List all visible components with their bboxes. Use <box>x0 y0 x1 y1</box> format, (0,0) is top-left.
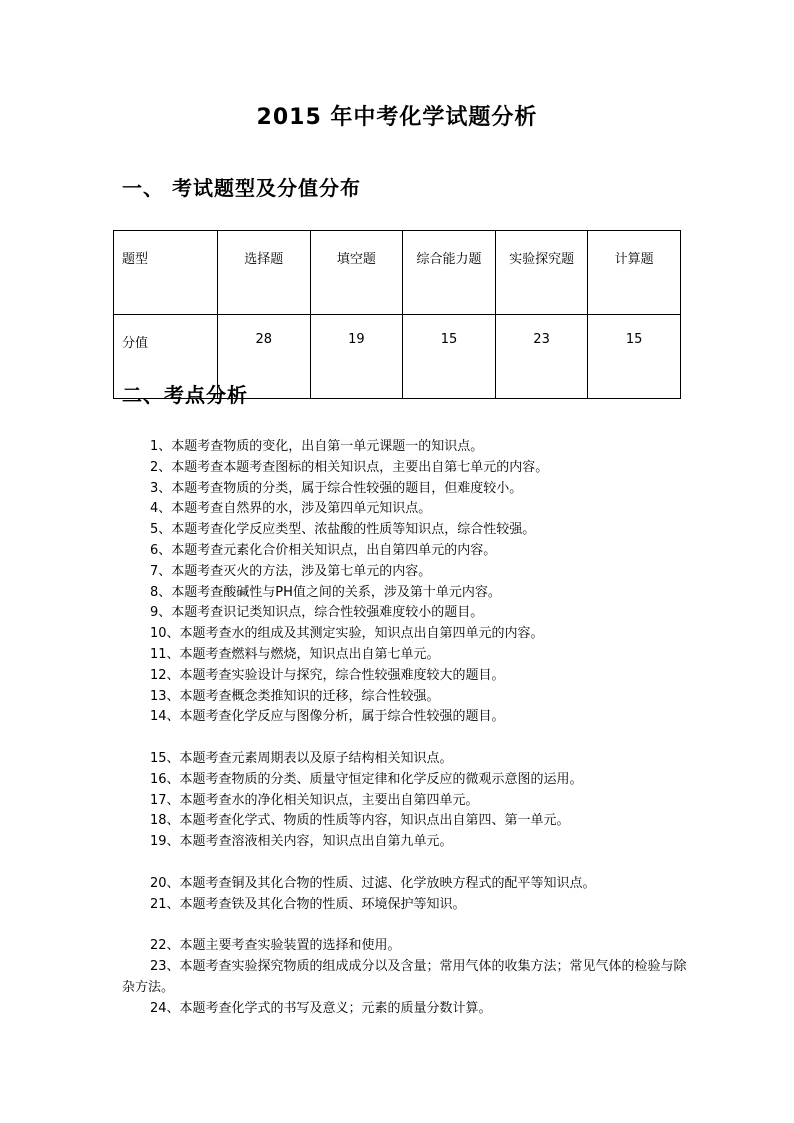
list-item: 4、本题考查自然界的水，涉及第四单元知识点。 <box>150 501 432 517</box>
list-item: 9、本题考查识记类知识点，综合性较强难度较小的题目。 <box>150 605 484 621</box>
section-heading-analysis: 二、考点分析 <box>122 383 248 407</box>
list-item: 16、本题考查物质的分类、质量守恒定律和化学反应的微观示意图的运用。 <box>150 771 583 787</box>
list-item: 3、本题考查物质的分类，属于综合性较强的题目，但难度较小。 <box>150 480 523 496</box>
score-cell: 28 <box>218 315 311 399</box>
list-item: 13、本题考查概念类推知识的迁移，综合性较强。 <box>150 688 440 704</box>
list-item: 23、本题考查实验探究物质的组成成分以及含量；常用气体的收集方法；常见气体的检验与除杂方法。 <box>122 958 687 995</box>
type-cell: 选择题 <box>218 231 311 315</box>
score-cell: 15 <box>403 315 496 399</box>
list-item: 19、本题考查溶液相关内容，知识点出自第九单元。 <box>150 834 453 850</box>
list-item: 14、本题考查化学反应与图像分析，属于综合性较强的题目。 <box>150 709 505 725</box>
list-item: 11、本题考查燃料与燃烧，知识点出自第七单元。 <box>150 646 440 662</box>
type-cell: 填空题 <box>310 231 403 315</box>
list-item: 24、本题考查化学式的书写及意义；元素的质量分数计算。 <box>150 1000 492 1016</box>
list-item: 6、本题考查元素化合价相关知识点，出自第四单元的内容。 <box>150 542 497 558</box>
list-item: 7、本题考查灭火的方法，涉及第七单元的内容。 <box>150 563 432 579</box>
list-item: 5、本题考查化学反应类型、浓盐酸的性质等知识点，综合性较强。 <box>150 522 536 538</box>
list-item: 8、本题考查酸碱性与PH值之间的关系，涉及第十单元内容。 <box>150 584 501 600</box>
list-item: 22、本题主要考查实验装置的选择和使用。 <box>150 938 401 954</box>
type-cell: 实验探究题 <box>495 231 588 315</box>
list-item: 1、本题考查物质的变化，出自第一单元课题一的知识点。 <box>150 439 484 454</box>
list-item: 21、本题考查铁及其化合物的性质、环境保护等知识。 <box>150 896 466 912</box>
section-heading-question-types: 一、 考试题型及分值分布 <box>122 176 361 200</box>
type-cell: 综合能力题 <box>403 231 496 315</box>
score-cell: 15 <box>588 315 681 399</box>
score-distribution-table <box>113 230 681 399</box>
type-cell: 计算题 <box>588 231 681 315</box>
page-title: 2015 年中考化学试题分析 <box>256 105 538 130</box>
list-item: 17、本题考查水的净化相关知识点，主要出自第四单元。 <box>150 792 479 808</box>
table-header-label: 题型 <box>114 231 218 315</box>
list-item: 10、本题考查水的组成及其测定实验，知识点出自第四单元的内容。 <box>150 626 544 642</box>
analysis-list <box>122 437 692 1019</box>
list-item: 18、本题考查化学式、物质的性质等内容，知识点出自第四、第一单元。 <box>150 813 570 829</box>
score-cell: 19 <box>310 315 403 399</box>
list-item: 2、本题考查本题考查图标的相关知识点，主要出自第七单元的内容。 <box>150 459 549 475</box>
score-cell: 23 <box>495 315 588 399</box>
score-label: 分值 <box>114 315 218 399</box>
list-item: 20、本题考查铜及其化合物的性质、过滤、化学放映方程式的配平等知识点。 <box>150 875 596 891</box>
list-item: 15、本题考查元素周期表以及原子结构相关知识点。 <box>150 750 453 766</box>
list-item: 12、本题考查实验设计与探究，综合性较强难度较大的题目。 <box>150 667 505 683</box>
table-row-types <box>114 231 681 315</box>
